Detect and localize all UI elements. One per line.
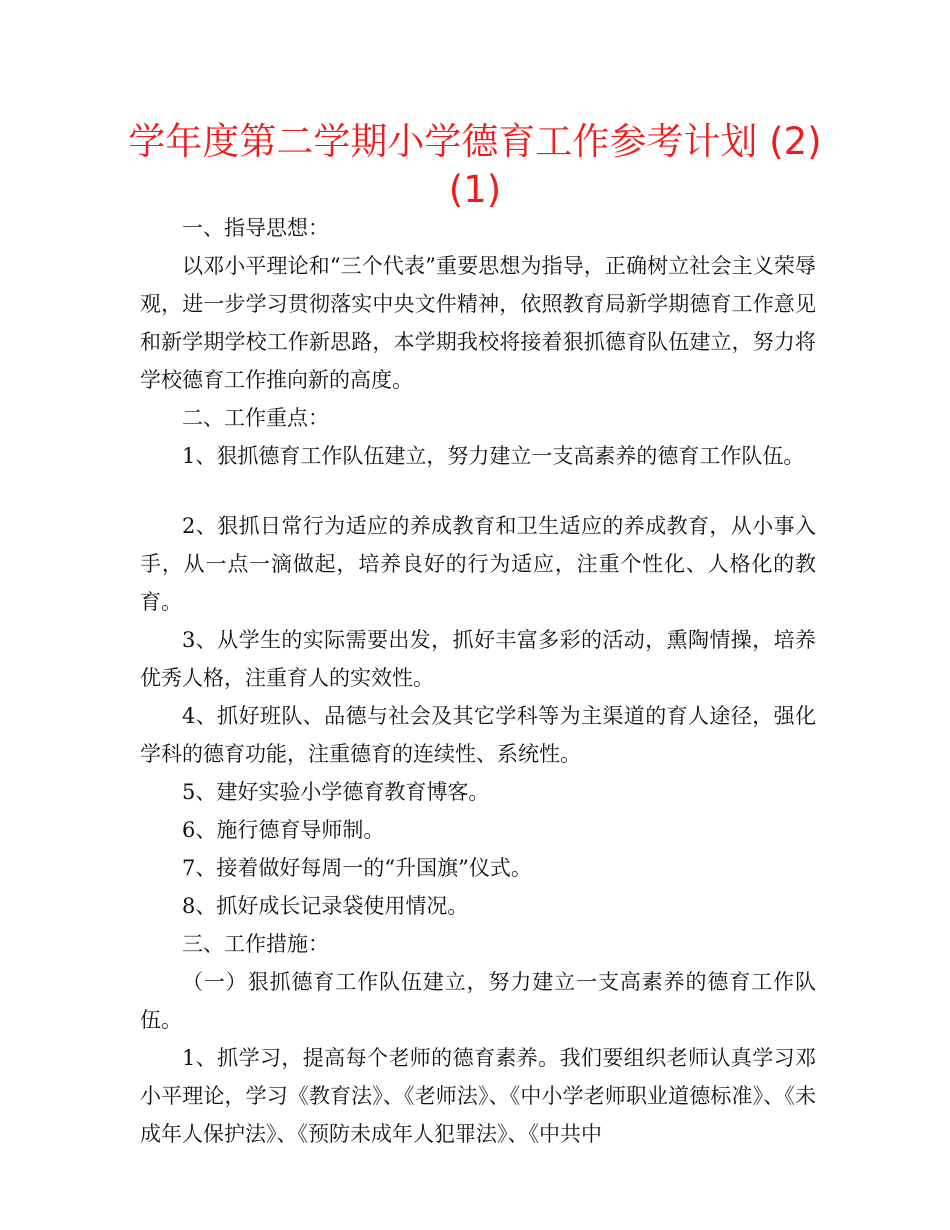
work-focus-item-3: 3、从学生的实际需要出发，抓好丰富多彩的活动，熏陶情操，培养优秀人格，注重育人的实效性。: [140, 628, 816, 690]
section-heading-guiding-thought: 一、指导思想：: [182, 216, 329, 240]
work-focus-item-6: 6、施行德育导师制。: [182, 818, 385, 842]
measure-item-1: 1、抓学习，提高每个老师的德育素养。我们要组织老师认真学习邓小平理论，学习《教育法》、《老师法》、《中小学老师职业道德标准》、《未成年人保护法》、《预防未成年人犯罪法》、《中共中: [140, 1046, 816, 1146]
work-focus-item-1: 1、狠抓德育工作队伍建立，努力建立一支高素养的德育工作队伍。: [182, 444, 805, 468]
paragraph-guiding-thought: 以邓小平理论和“三个代表”重要思想为指导，正确树立社会主义荣辱观，进一步学习贯彻落实中央文件精神，依照教育局新学期德育工作意见和新学期学校工作新思路，本学期我校将接着狠抓德育队伍建立，努力将学校德育工作推向新的高度。: [140, 254, 816, 392]
section-heading-work-measures: 三、工作措施：: [182, 932, 329, 956]
work-focus-item-8: 8、抓好成长记录袋使用情况。: [182, 894, 469, 918]
paragraph-gap: [140, 475, 816, 507]
document-body: [140, 209, 816, 1153]
work-focus-item-7: 7、接着做好每周一的“升国旗”仪式。: [182, 856, 532, 880]
section-heading-work-focus: 二、工作重点：: [182, 406, 329, 430]
work-focus-item-5: 5、建好实验小学德育教育博客。: [182, 780, 490, 804]
work-focus-item-2: 2、狠抓日常行为适应的养成教育和卫生适应的养成教育，从小事入手，从一点一滴做起，培养良好的行为适应，注重个性化、人格化的教育。: [140, 514, 816, 614]
document-title: 学年度第二学期小学德育工作参考计划 (2)(1): [128, 120, 822, 211]
measure-heading-1: （一）狠抓德育工作队伍建立，努力建立一支高素养的德育工作队伍。: [140, 970, 816, 1032]
work-focus-item-4: 4、抓好班队、品德与社会及其它学科等为主渠道的育人途径，强化学科的德育功能，注重德育的连续性、系统性。: [140, 704, 816, 766]
